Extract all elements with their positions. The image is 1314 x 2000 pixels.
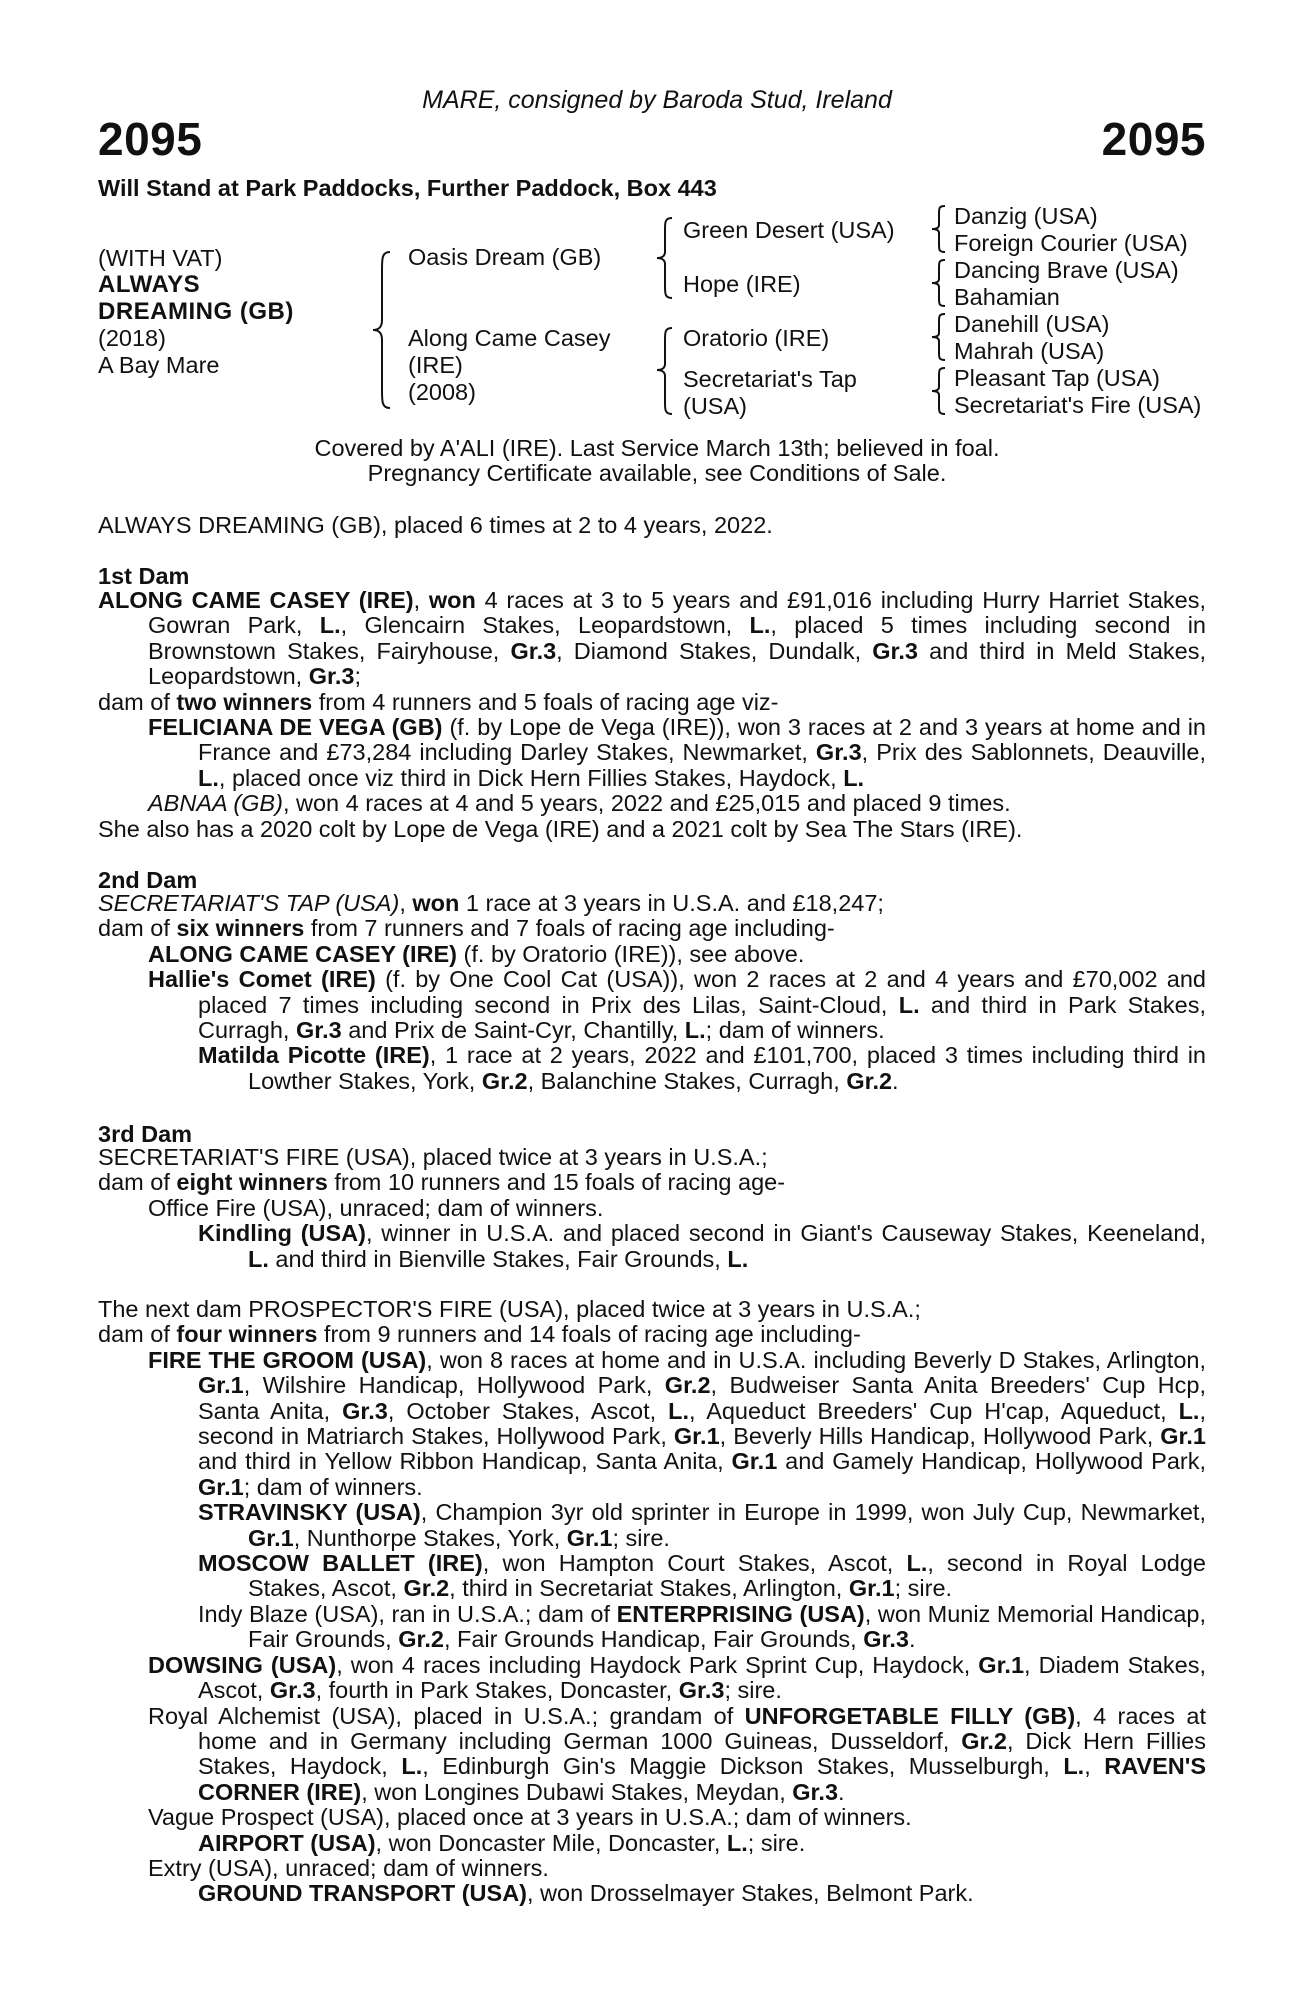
winners-count: two winners bbox=[176, 688, 313, 715]
text: , won Drosselmayer Stakes, Belmont Park. bbox=[527, 1880, 974, 1907]
text: , third in Secretariat Stakes, Arlington, bbox=[449, 1575, 849, 1602]
progeny-2 bbox=[98, 1221, 1206, 1272]
progeny-stravinsky bbox=[98, 1500, 1206, 1551]
listed: L. bbox=[684, 1017, 706, 1044]
text: , Fair Grounds Handicap, Fair Grounds, bbox=[443, 1626, 864, 1653]
text: , 4 races at home and in Germany including German 1000 Guineas, Dusseldorf, bbox=[198, 1702, 1207, 1754]
progeny-name: ABNAA (GB) bbox=[148, 790, 283, 817]
group: Gr.1 bbox=[566, 1524, 613, 1551]
first-dam-name: ALONG CAME CASEY (IRE) bbox=[98, 587, 414, 613]
sire: Oasis Dream (GB) bbox=[408, 244, 602, 270]
text: ; sire. bbox=[894, 1575, 953, 1602]
listed: L. bbox=[319, 612, 341, 639]
second-dam-name: SECRETARIAT'S TAP (USA) bbox=[98, 890, 400, 916]
third-dam-record bbox=[98, 1145, 1206, 1272]
text: , placed once viz third in Dick Hern Fillies Stakes, Haydock, bbox=[218, 764, 844, 791]
lot-number-left: 2095 bbox=[98, 113, 203, 165]
granddam-2: Bahamian bbox=[954, 284, 1060, 310]
text: , won 8 races at home and in U.S.A. including Beverly D Stakes, Arlington, bbox=[426, 1346, 1206, 1373]
text: , Aqueduct Breeders' Cup H'cap, Aqueduct, bbox=[689, 1397, 1179, 1424]
text: from 4 runners and 5 foals of racing age viz- bbox=[312, 688, 779, 715]
brace-g2 bbox=[930, 258, 948, 308]
progeny-name: DOWSING (USA) bbox=[148, 1651, 337, 1678]
group: Gr.1 bbox=[248, 1524, 294, 1551]
winners-count: four winners bbox=[176, 1321, 318, 1348]
first-dam-record: ALONG CAME CASEY (IRE), won 4 races at 3 to 5 years and £91,016 including Hurry Harriet Stakes, Gowran Park, L., Glencairn Stakes, Leopardstown, L., placed 5 times including second in Brownstown Stakes, Fairyhouse, Gr.3, Diamond Stakes, Dundalk, Gr.3 and third in Meld Stakes, Leopardstown, Gr.3; dam of two winners from 4 runners and 5 foals of racing age viz- FELICIANA DE VEGA (GB) (f. by Lope de Vega (IRE)), won 3 races at 2 and 3 years at home and in France and £73,284 including Darley Stakes, Newmarket, Gr.3, Prix des Sablonnets, Deauville, L., placed once viz third in Dick Hern Fillies Stakes, Haydock, L. ABNAA (GB), won 4 races at 4 and 5 years, 2022 and £25,015 and placed 9 times. She also has a 2020 colt by Lope de Vega (IRE) and a 2021 colt by Sea The Stars (IRE). bbox=[98, 587, 1206, 842]
text: from 9 runners and 14 foals of racing age including- bbox=[317, 1321, 861, 1348]
dam-brace bbox=[654, 326, 676, 416]
progeny-name: GROUND TRANSPORT (USA) bbox=[198, 1880, 527, 1907]
progeny-indy-blaze bbox=[98, 1602, 1206, 1653]
listed: L. bbox=[727, 1245, 749, 1272]
listed: L. bbox=[1063, 1753, 1085, 1780]
text: , Beverly Hills Handicap, Hollywood Park, bbox=[719, 1423, 1161, 1450]
progeny-name: Hallie's Comet (IRE) bbox=[148, 966, 376, 993]
progeny-ground-transport bbox=[98, 1881, 1206, 1906]
won-word: won bbox=[412, 890, 460, 916]
consignor-line: MARE, consigned by Baroda Stud, Ireland bbox=[422, 86, 892, 114]
group: Gr.2 bbox=[664, 1372, 711, 1399]
listed: L. bbox=[749, 612, 771, 639]
brace-g3 bbox=[930, 312, 948, 362]
text: and third in Meld Stakes, Leopardstown, bbox=[148, 637, 1206, 690]
group: Gr.1 bbox=[673, 1423, 720, 1450]
text: , won Doncaster Mile, Doncaster, bbox=[375, 1829, 727, 1856]
text: , won 4 races at 4 and 5 years, 2022 and £25,015 and placed 9 times. bbox=[282, 790, 1011, 817]
text: (f. by Oratorio (IRE)), see above. bbox=[457, 940, 805, 967]
text: , Nunthorpe Stakes, York, bbox=[293, 1524, 567, 1551]
text: , winner in U.S.A. and placed second in Giant's Causeway Stakes, Keeneland, bbox=[365, 1220, 1206, 1247]
text: ; dam of winners. bbox=[705, 1017, 885, 1044]
next-dam-record bbox=[98, 1297, 1206, 1907]
listed: L. bbox=[248, 1245, 269, 1272]
dam-dam-2: (USA) bbox=[683, 393, 747, 419]
group: Gr.3 bbox=[815, 739, 862, 766]
group: Gr.3 bbox=[863, 1626, 909, 1653]
lot-number-right: 2095 bbox=[1101, 113, 1206, 165]
text: , Edinburgh Gin's Maggie Dickson Stakes, Musselburgh, bbox=[422, 1753, 1064, 1780]
progeny-name: MOSCOW BALLET (IRE) bbox=[198, 1550, 483, 1577]
also-note: She also has a 2020 colt by Lope de Vega (IRE) and a 2021 colt by Sea The Stars (IRE). bbox=[98, 815, 1023, 842]
sire-sire: Green Desert (USA) bbox=[683, 217, 895, 243]
text: , second in Royal Lodge Stakes, Ascot, bbox=[248, 1550, 1206, 1602]
won-word: won bbox=[428, 587, 476, 613]
granddam-3: Mahrah (USA) bbox=[954, 338, 1105, 364]
listed: L. bbox=[198, 764, 219, 791]
text: , Prix des Sablonnets, Deauville, bbox=[861, 739, 1206, 766]
grandsire-3: Danehill (USA) bbox=[954, 311, 1110, 337]
third-dam-heading: 3rd Dam bbox=[98, 1121, 193, 1147]
progeny-1 bbox=[98, 942, 1206, 967]
covered-line-2: Pregnancy Certificate available, see Conditions of Sale. bbox=[367, 460, 947, 486]
group: Gr.2 bbox=[961, 1727, 1007, 1754]
progeny-fire-the-groom bbox=[98, 1348, 1206, 1500]
progeny-name: FIRE THE GROOM (USA) bbox=[148, 1346, 427, 1373]
progeny-name: UNFORGETABLE FILLY (GB) bbox=[744, 1702, 1076, 1729]
text: 1 race at 3 years in U.S.A. and £18,247; bbox=[459, 890, 884, 916]
dam-dam-1: Secretariat's Tap bbox=[683, 366, 857, 392]
group: Gr.2 bbox=[403, 1575, 450, 1602]
text: dam of bbox=[98, 1169, 177, 1196]
text: (f. by Lope de Vega (IRE)), won 3 races at 2 and 3 years at home and in France and £73,284 including Darley Stakes, Newmarket, bbox=[198, 714, 1206, 766]
text: and third in Yellow Ribbon Handicap, Santa Anita, bbox=[198, 1448, 732, 1475]
group: Gr.3 bbox=[510, 637, 557, 664]
text: , Diamond Stakes, Dundalk, bbox=[556, 637, 873, 664]
progeny-name: Kindling (USA) bbox=[198, 1220, 366, 1247]
winners-count: six winners bbox=[176, 915, 305, 942]
text: Indy Blaze (USA), ran in U.S.A.; dam of bbox=[198, 1600, 617, 1627]
text: , Glencairn Stakes, Leopardstown, bbox=[340, 612, 750, 639]
group: Gr.3 bbox=[342, 1397, 388, 1424]
text: dam of bbox=[98, 688, 177, 715]
progeny-1: Office Fire (USA), unraced; dam of winners. bbox=[148, 1194, 604, 1221]
text: and Prix de Saint-Cyr, Chantilly, bbox=[341, 1017, 685, 1044]
granddam-4: Secretariat's Fire (USA) bbox=[954, 392, 1202, 418]
group: Gr.3 bbox=[872, 637, 918, 664]
progeny-dowsing bbox=[98, 1653, 1206, 1704]
grandsire-1: Danzig (USA) bbox=[954, 203, 1098, 229]
text: ; dam of winners. bbox=[243, 1473, 423, 1500]
text: , Champion 3yr old sprinter in Europe in 1999, won July Cup, Newmarket, bbox=[420, 1499, 1206, 1526]
group: Gr.1 bbox=[731, 1448, 778, 1475]
dam-line-1: Along Came Casey bbox=[408, 325, 611, 351]
granddam-1: Foreign Courier (USA) bbox=[954, 230, 1188, 256]
group: Gr.1 bbox=[978, 1651, 1025, 1678]
progeny-name: STRAVINSKY (USA) bbox=[198, 1499, 421, 1526]
group: Gr.1 bbox=[198, 1372, 244, 1399]
listed: L. bbox=[906, 1550, 928, 1577]
progeny-name: ENTERPRISING (USA) bbox=[616, 1600, 865, 1627]
text: , 1 race at 2 years, 2022 and £101,700, placed 3 times including third in Lowther Stakes, York, bbox=[248, 1042, 1207, 1094]
text: , placed 5 times including second in Brownstown Stakes, Fairyhouse, bbox=[148, 612, 1206, 664]
text: , Diadem Stakes, Ascot, bbox=[198, 1651, 1206, 1704]
group: Gr.1 bbox=[848, 1575, 895, 1602]
text: ; sire. bbox=[724, 1677, 782, 1704]
sire-dam: Hope (IRE) bbox=[683, 271, 801, 297]
progeny-name: RAVEN'S CORNER (IRE) bbox=[198, 1753, 1207, 1805]
first-dam-heading: 1st Dam bbox=[98, 563, 190, 589]
grandsire-2: Dancing Brave (USA) bbox=[954, 257, 1179, 283]
text: dam of bbox=[98, 1321, 177, 1348]
dam-of-line bbox=[98, 690, 1206, 715]
listed: L. bbox=[843, 764, 865, 791]
sire-brace bbox=[654, 216, 676, 300]
brace-g1 bbox=[930, 204, 948, 254]
winners-count: eight winners bbox=[176, 1169, 328, 1196]
group: Gr.2 bbox=[846, 1067, 893, 1094]
text: dam of bbox=[98, 915, 177, 942]
group: Gr.3 bbox=[308, 663, 355, 690]
progeny-name: AIRPORT (USA) bbox=[198, 1829, 376, 1856]
progeny-royal-alchemist bbox=[98, 1704, 1206, 1806]
text: , Budweiser Santa Anita Breeders' Cup Hcp, Santa Anita, bbox=[198, 1372, 1207, 1424]
text: , won 4 races including Haydock Park Sprint Cup, Haydock, bbox=[336, 1651, 979, 1678]
text: . bbox=[838, 1778, 845, 1805]
text: . bbox=[892, 1067, 899, 1094]
text: , won Hampton Court Stakes, Ascot, bbox=[482, 1550, 907, 1577]
progeny-airport bbox=[98, 1831, 1206, 1856]
progeny-moscow-ballet bbox=[98, 1551, 1206, 1602]
text: , second in Matriarch Stakes, Hollywood Park, bbox=[198, 1397, 1206, 1450]
group: Gr.3 bbox=[792, 1778, 839, 1805]
listed: L. bbox=[898, 991, 920, 1018]
horse-year: (2018) bbox=[98, 325, 166, 351]
progeny-2 bbox=[98, 791, 1206, 816]
pedigree-brace bbox=[370, 250, 394, 410]
stand-location: Will Stand at Park Paddocks, Further Paddock, Box 443 bbox=[98, 175, 717, 201]
text: and Gamely Handicap, Hollywood Park, bbox=[777, 1448, 1206, 1475]
listed: L. bbox=[401, 1753, 423, 1780]
second-dam-record: SECRETARIAT'S TAP (USA), won 1 race at 3 years in U.S.A. and £18,247; dam of six winners from 7 runners and 7 foals of racing age including- ALONG CAME CASEY (IRE) (f. by Oratorio (IRE)), see above. Hallie's Comet (IRE) (f. by One Cool Cat (USA)), won 2 races at 2 and 4 years and £70,002 and placed 7 times including second in Prix des Lilas, Saint-Cloud, L. and third in Park Stakes, Curragh, Gr.3 and Prix de Saint-Cyr, Chantilly, L.; dam of winners. Matilda Picotte (IRE), 1 race at 2 years, 2022 and £101,700, placed 3 times including third in Lowther Stakes, York, Gr.2, Balanchine Stakes, Curragh, Gr.2. bbox=[98, 890, 1207, 1094]
covered-line-1: Covered by A'ALI (IRE). Last Service March 13th; believed in foal. bbox=[314, 435, 1000, 461]
dam-sire: Oratorio (IRE) bbox=[683, 325, 830, 351]
horse-name-1: ALWAYS bbox=[98, 271, 201, 298]
dam-line-3: (2008) bbox=[408, 379, 476, 405]
text: from 10 runners and 15 foals of racing age- bbox=[327, 1169, 786, 1196]
progeny-name: Matilda Picotte (IRE) bbox=[198, 1042, 430, 1069]
text: , won Longines Dubawi Stakes, Meydan, bbox=[361, 1778, 793, 1805]
text: 4 races at 3 to 5 years and £91,016 including Hurry Harriet Stakes, Gowran Park, bbox=[148, 587, 1206, 639]
text: (f. by One Cool Cat (USA)), won 2 races at 2 and 4 years and £70,002 and placed 7 times including second in Prix des Lilas, Saint-Cloud, bbox=[198, 966, 1207, 1018]
progeny-vague-prospect: Vague Prospect (USA), placed once at 3 years in U.S.A.; dam of winners. bbox=[148, 1804, 912, 1831]
text: from 7 runners and 7 foals of racing age including- bbox=[304, 915, 835, 942]
progeny-name: ALONG CAME CASEY (IRE) bbox=[148, 940, 457, 967]
text: , Wilshire Handicap, Hollywood Park, bbox=[243, 1372, 665, 1399]
text: , bbox=[1084, 1753, 1105, 1780]
text: , October Stakes, Ascot, bbox=[387, 1397, 669, 1424]
progeny-extry: Extry (USA), unraced; dam of winners. bbox=[148, 1854, 549, 1881]
progeny-name: FELICIANA DE VEGA (GB) bbox=[148, 714, 443, 741]
brace-g4 bbox=[930, 366, 948, 416]
vat-note: (WITH VAT) bbox=[98, 245, 223, 271]
grandsire-4: Pleasant Tap (USA) bbox=[954, 365, 1160, 391]
group: Gr.2 bbox=[481, 1067, 528, 1094]
listed: L. bbox=[668, 1397, 690, 1424]
group: Gr.3 bbox=[295, 1017, 342, 1044]
horse-name-2: DREAMING (GB) bbox=[98, 298, 294, 325]
text: Royal Alchemist (USA), placed in U.S.A.; grandam of bbox=[148, 1702, 745, 1729]
text: ; bbox=[354, 663, 361, 690]
progeny-1 bbox=[98, 715, 1206, 791]
progeny-3 bbox=[98, 1043, 1206, 1094]
third-dam-line: SECRETARIAT'S FIRE (USA), placed twice at 3 years in U.S.A.; bbox=[98, 1144, 768, 1170]
text: , won Muniz Memorial Handicap, Fair Grounds, bbox=[248, 1600, 1206, 1653]
next-dam-line: The next dam PROSPECTOR'S FIRE (USA), placed twice at 3 years in U.S.A.; bbox=[98, 1296, 921, 1322]
text: and third in Bienville Stakes, Fair Grounds, bbox=[268, 1245, 728, 1272]
group: Gr.1 bbox=[198, 1473, 244, 1500]
summary: ALWAYS DREAMING (GB), placed 6 times at 2 to 4 years, 2022. bbox=[98, 512, 773, 538]
second-dam-heading: 2nd Dam bbox=[98, 867, 198, 893]
group: Gr.3 bbox=[269, 1677, 316, 1704]
text: ; sire. bbox=[612, 1524, 670, 1551]
listed: L. bbox=[726, 1829, 748, 1856]
text: . bbox=[908, 1626, 916, 1653]
text: , fourth in Park Stakes, Doncaster, bbox=[315, 1677, 679, 1704]
progeny-2 bbox=[98, 967, 1206, 1043]
text: and third in Park Stakes, Curragh, bbox=[198, 991, 1206, 1044]
group: Gr.2 bbox=[398, 1626, 444, 1653]
dam-line-2: (IRE) bbox=[408, 352, 463, 378]
horse-description: A Bay Mare bbox=[98, 352, 220, 378]
group: Gr.3 bbox=[678, 1677, 725, 1704]
text: ; sire. bbox=[747, 1829, 806, 1856]
text: , Balanchine Stakes, Curragh, bbox=[527, 1067, 847, 1094]
listed: L. bbox=[1178, 1397, 1200, 1424]
group: Gr.1 bbox=[1160, 1423, 1206, 1450]
text: , Dick Hern Fillies Stakes, Haydock, bbox=[198, 1727, 1206, 1780]
